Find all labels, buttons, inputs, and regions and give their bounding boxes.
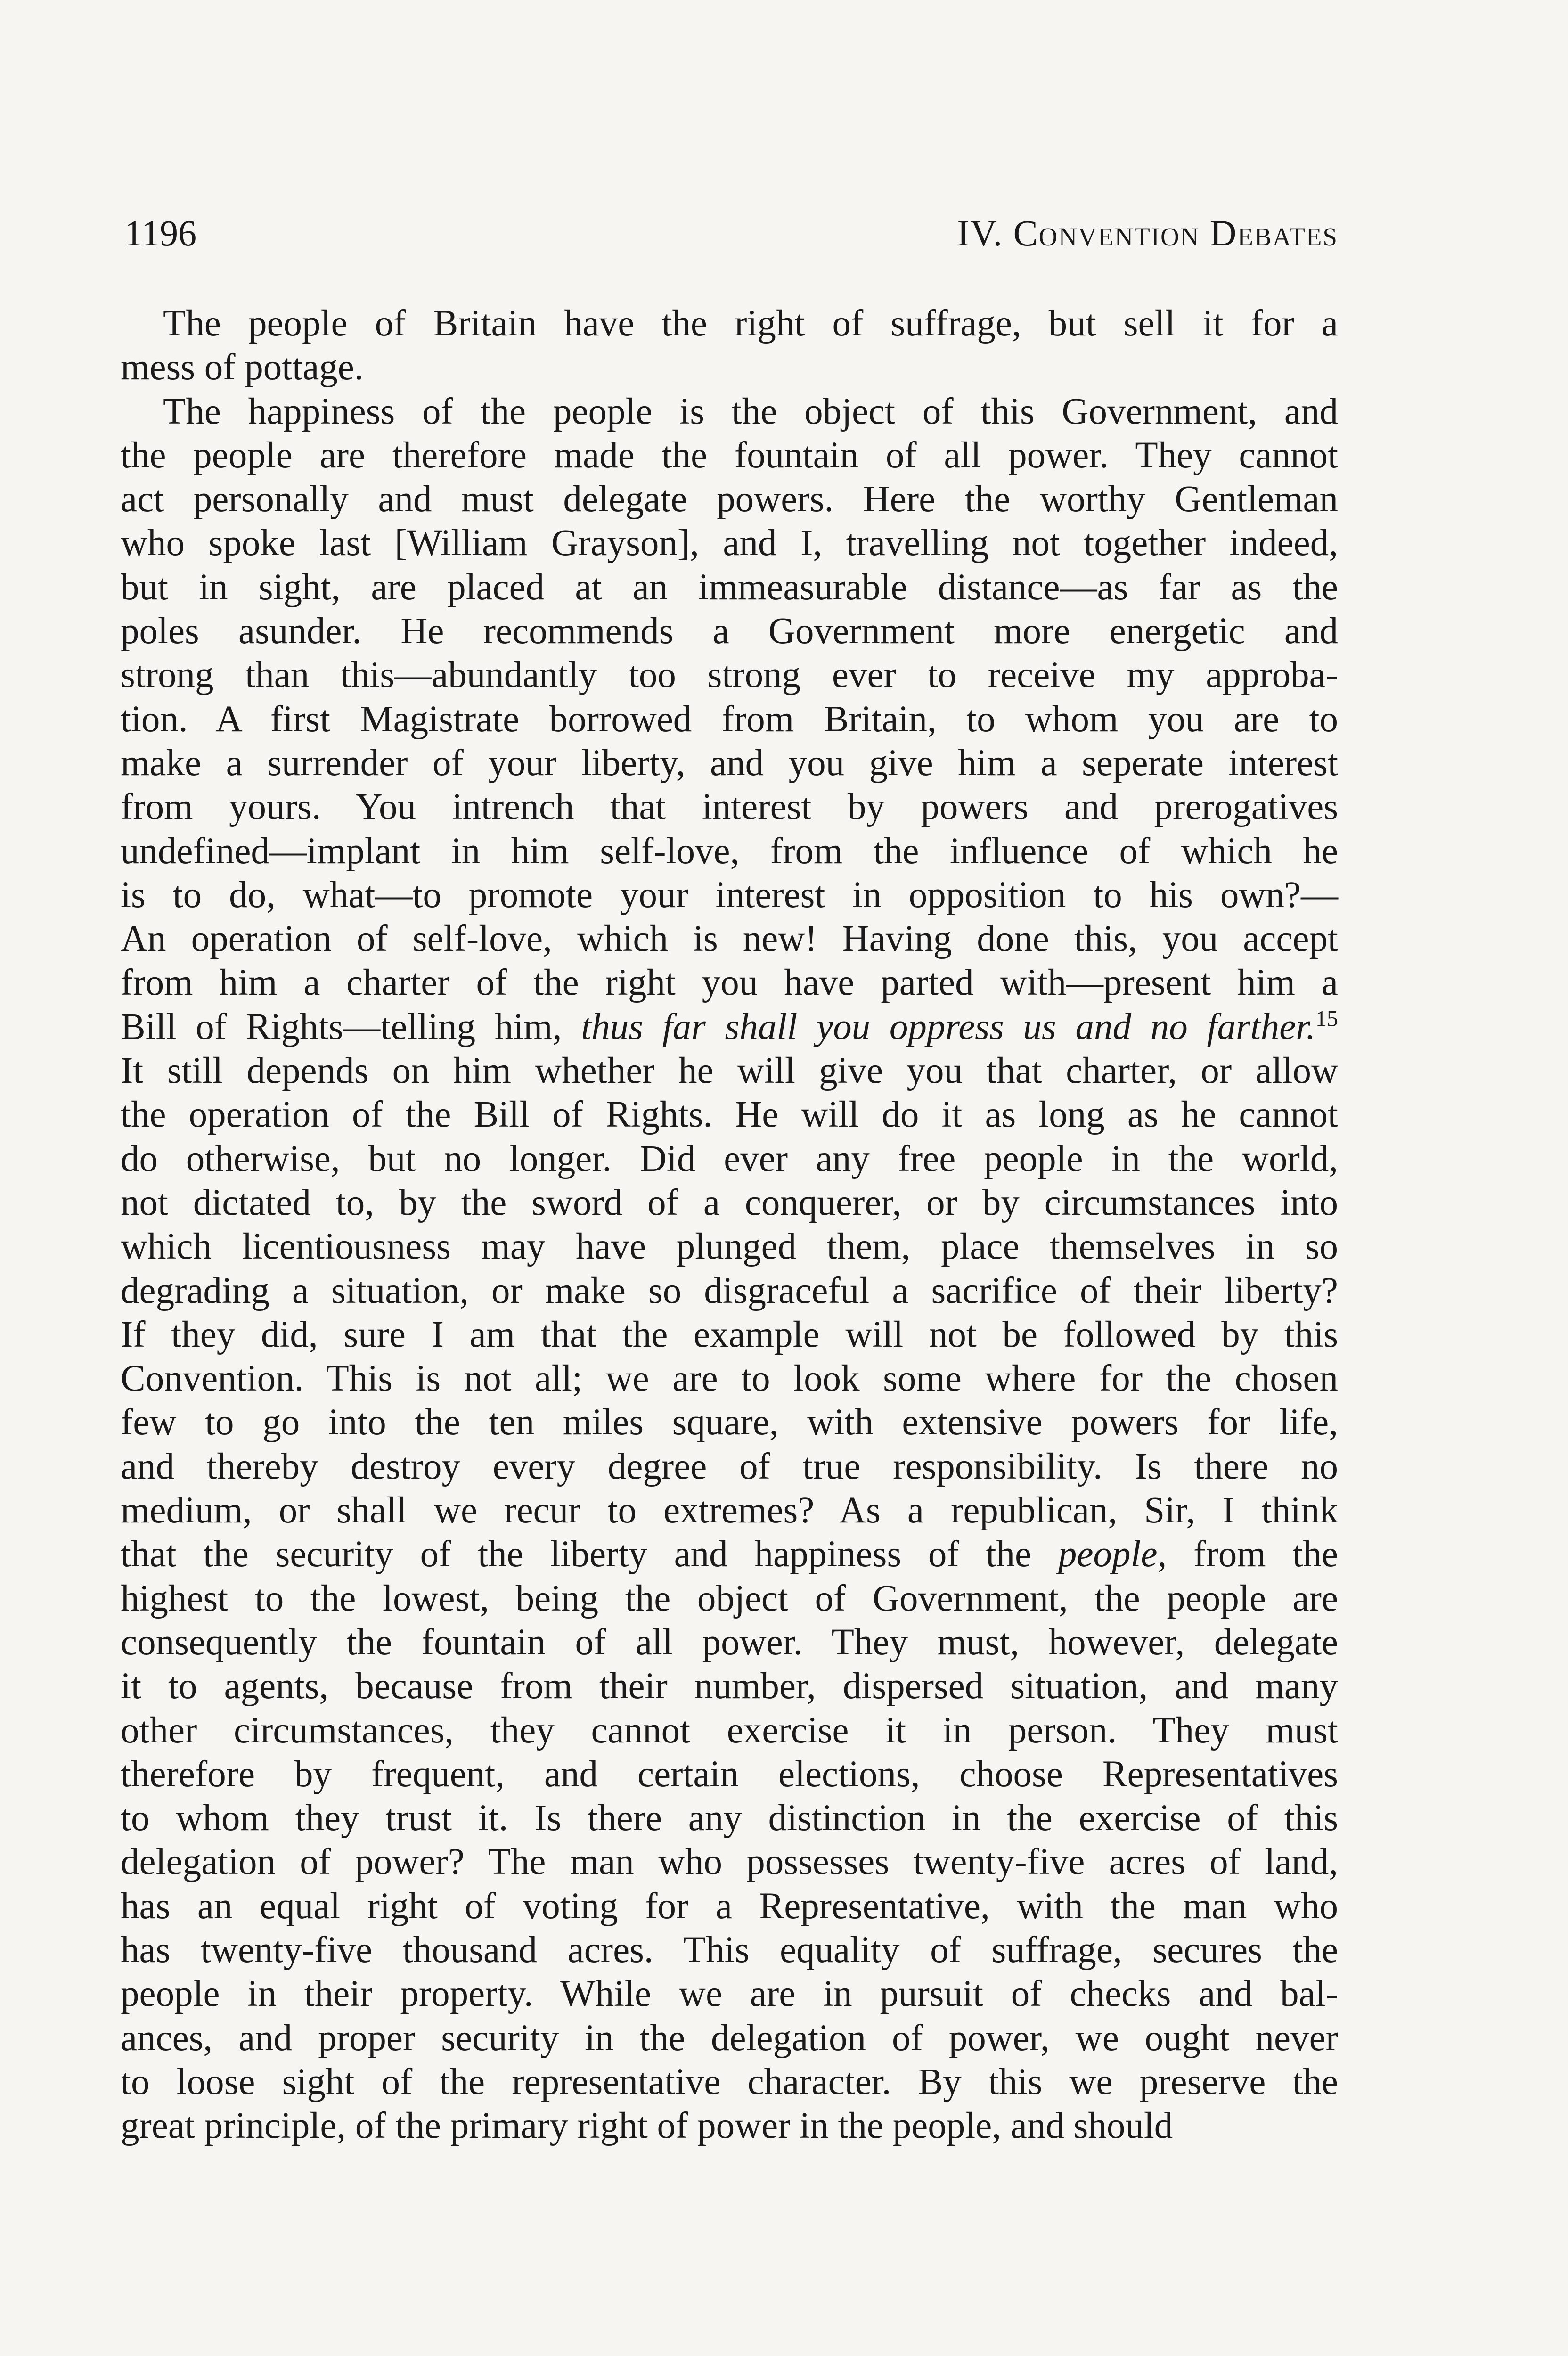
- text-line: therefore by frequent, and certain elections, choose Representatives: [121, 1753, 1338, 1795]
- text-line: delegation of power? The man who possesses twenty-five acres of land,: [121, 1841, 1338, 1883]
- text-line: make a surrender of your liberty, and you give him a seperate interest: [121, 742, 1338, 784]
- text-line: but in sight, are placed at an immeasurable distance—as far as the: [121, 566, 1338, 608]
- text-line: that the security of the liberty and happiness of the people, from the: [121, 1534, 1339, 1575]
- text-line: act personally and must delegate powers. Here the worthy Gentleman: [121, 479, 1338, 520]
- text-line: degrading a situation, or make so disgraceful a sacrifice of their liberty?: [121, 1270, 1338, 1311]
- body-text: [121, 302, 1338, 2148]
- text-line: to whom they trust it. Is there any distinction in the exercise of this: [121, 1798, 1338, 1839]
- text-line: undefined—implant in him self-love, from the influence of which he: [121, 830, 1338, 872]
- text-line: mess of pottage.: [121, 347, 364, 388]
- text-line: do otherwise, but no longer. Did ever any free people in the world,: [121, 1138, 1338, 1179]
- footnote-reference: 15: [1315, 1006, 1339, 1031]
- italic-text: thus far shall you oppress us and no farther.: [581, 1006, 1316, 1047]
- italic-text: people,: [1058, 1534, 1167, 1575]
- text-line: It still depends on him whether he will give you that charter, or allow: [121, 1050, 1338, 1092]
- text-line: is to do, what—to promote your interest in opposition to his own?—: [121, 874, 1338, 916]
- text-line: Convention. This is not all; we are to look some where for the chosen: [121, 1358, 1338, 1399]
- text-line: The happiness of the people is the object of this Government, and: [163, 391, 1338, 432]
- text-line: An operation of self-love, which is new! Having done this, you accept: [121, 918, 1338, 960]
- text-line: from him a charter of the right you have parted with—present him a: [121, 962, 1338, 1004]
- text-line: the people are therefore made the fountain of all power. They cannot: [121, 434, 1338, 476]
- text-line: people in their property. While we are in pursuit of checks and bal-: [121, 1973, 1338, 2015]
- text-line: has twenty-five thousand acres. This equality of suffrage, secures the: [121, 1929, 1338, 1971]
- text-line: and thereby destroy every degree of true responsibility. Is there no: [121, 1446, 1338, 1487]
- text-line: to loose sight of the representative character. By this we preserve the: [121, 2061, 1338, 2102]
- running-head: [124, 207, 1338, 259]
- page-number: 1196: [124, 213, 197, 254]
- text-line: from yours. You intrench that interest by powers and prerogatives: [121, 786, 1338, 828]
- text-line: other circumstances, they cannot exercise it in person. They must: [121, 1710, 1338, 1751]
- text-line: few to go into the ten miles square, with extensive powers for life,: [121, 1402, 1338, 1443]
- text-line: who spoke last [William Grayson], and I, travelling not together indeed,: [121, 523, 1338, 564]
- text-line: the operation of the Bill of Rights. He will do it as long as he cannot: [121, 1094, 1338, 1136]
- paragraph: [121, 390, 1338, 2148]
- text-line: If they did, sure I am that the example will not be followed by this: [121, 1314, 1338, 1355]
- text-line: The people of Britain have the right of suffrage, but sell it for a: [163, 303, 1338, 344]
- text-line: not dictated to, by the sword of a conquerer, or by circumstances into: [121, 1182, 1338, 1223]
- text-line: medium, or shall we recur to extremes? As a republican, Sir, I think: [121, 1490, 1338, 1531]
- text-line: it to agents, because from their number, dispersed situation, and many: [121, 1666, 1338, 1707]
- text-line: has an equal right of voting for a Representative, with the man who: [121, 1885, 1338, 1927]
- text-line: poles asunder. He recommends a Government more energetic and: [121, 611, 1338, 652]
- text-line: highest to the lowest, being the object of Government, the people are: [121, 1578, 1338, 1619]
- text-line: tion. A first Magistrate borrowed from Britain, to whom you are to: [121, 698, 1338, 740]
- text-line: great principle, of the primary right of power in the people, and should: [121, 2105, 1173, 2147]
- text-line: consequently the fountain of all power. They must, however, delegate: [121, 1621, 1338, 1663]
- paragraph: [121, 302, 1338, 390]
- text-line: ances, and proper security in the delegation of power, we ought never: [121, 2017, 1338, 2059]
- section-title: IV. Convention Debates: [957, 213, 1338, 254]
- text-line: Bill of Rights—telling him, thus far shall you oppress us and no farther.$^{15}$: [121, 1006, 1339, 1047]
- text-line: which licentiousness may have plunged them, place themselves in so: [121, 1226, 1338, 1268]
- text-line: strong than this—abundantly too strong ever to receive my approba-: [121, 654, 1338, 696]
